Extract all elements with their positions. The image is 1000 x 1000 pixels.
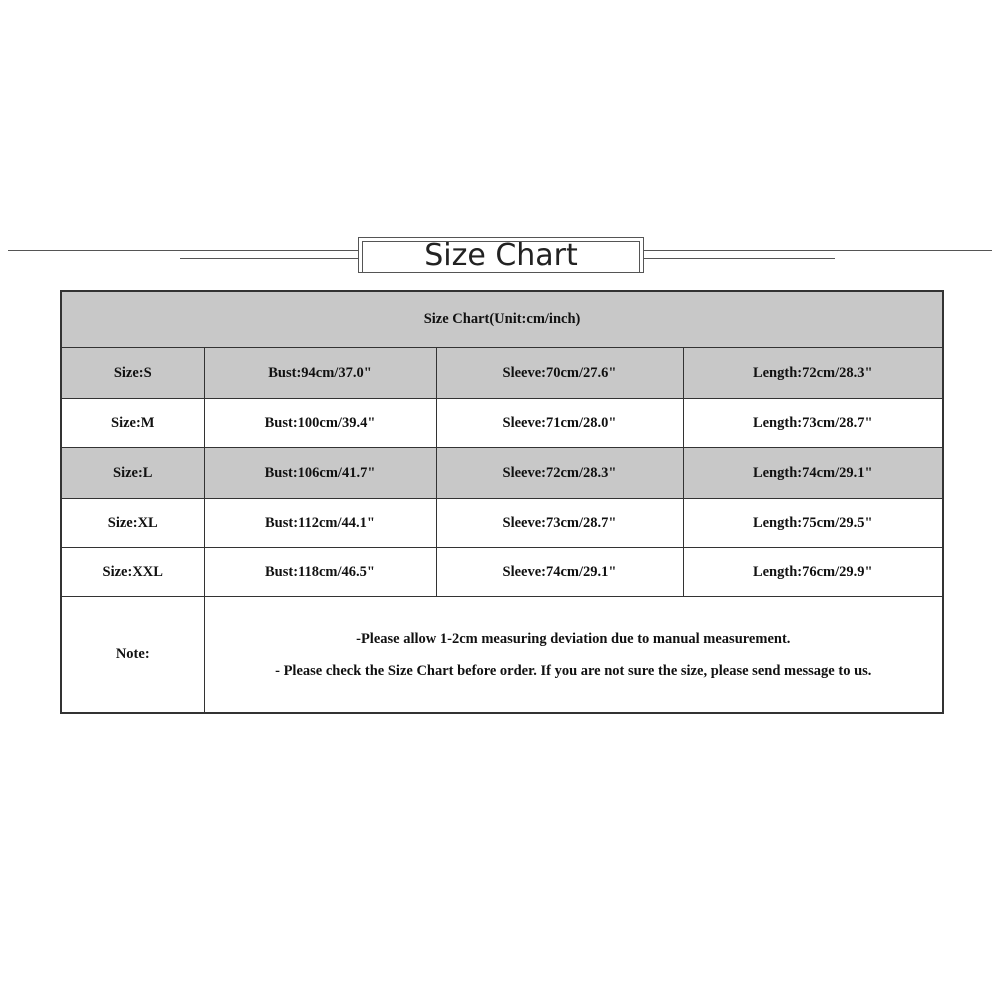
length-cell: Length:76cm/29.9" bbox=[683, 548, 943, 597]
length-cell: Length:75cm/29.5" bbox=[683, 499, 943, 548]
size-cell: Size:S bbox=[61, 348, 204, 399]
length-cell: Length:72cm/28.3" bbox=[683, 348, 943, 399]
table-row bbox=[61, 448, 943, 499]
table-row bbox=[61, 548, 943, 597]
sleeve-cell: Sleeve:71cm/28.0" bbox=[436, 399, 683, 448]
note-content bbox=[204, 597, 943, 714]
note-label: Note: bbox=[61, 597, 204, 714]
bust-cell: Bust:112cm/44.1" bbox=[204, 499, 436, 548]
bust-cell: Bust:118cm/46.5" bbox=[204, 548, 436, 597]
size-cell: Size:XXL bbox=[61, 548, 204, 597]
table-title-row bbox=[61, 291, 943, 348]
length-cell: Length:74cm/29.1" bbox=[683, 448, 943, 499]
size-cell: Size:M bbox=[61, 399, 204, 448]
sleeve-cell: Sleeve:70cm/27.6" bbox=[436, 348, 683, 399]
page-title: Size Chart bbox=[424, 238, 578, 273]
table-title: Size Chart(Unit:cm/inch) bbox=[61, 291, 943, 348]
note-row bbox=[61, 597, 943, 714]
sleeve-cell: Sleeve:73cm/28.7" bbox=[436, 499, 683, 548]
table-row bbox=[61, 499, 943, 548]
bust-cell: Bust:106cm/41.7" bbox=[204, 448, 436, 499]
note-line: -Please allow 1-2cm measuring deviation due to manual measurement. bbox=[356, 630, 791, 647]
sleeve-cell: Sleeve:74cm/29.1" bbox=[436, 548, 683, 597]
note-line: - Please check the Size Chart before order. If you are not sure the size, please send message to us. bbox=[275, 662, 872, 679]
table-row bbox=[61, 348, 943, 399]
size-cell: Size:L bbox=[61, 448, 204, 499]
bust-cell: Bust:94cm/37.0" bbox=[204, 348, 436, 399]
table-row bbox=[61, 399, 943, 448]
size-cell: Size:XL bbox=[61, 499, 204, 548]
sleeve-cell: Sleeve:72cm/28.3" bbox=[436, 448, 683, 499]
size-chart-table bbox=[60, 290, 944, 714]
length-cell: Length:73cm/28.7" bbox=[683, 399, 943, 448]
bust-cell: Bust:100cm/39.4" bbox=[204, 399, 436, 448]
header-title-box bbox=[358, 237, 644, 273]
